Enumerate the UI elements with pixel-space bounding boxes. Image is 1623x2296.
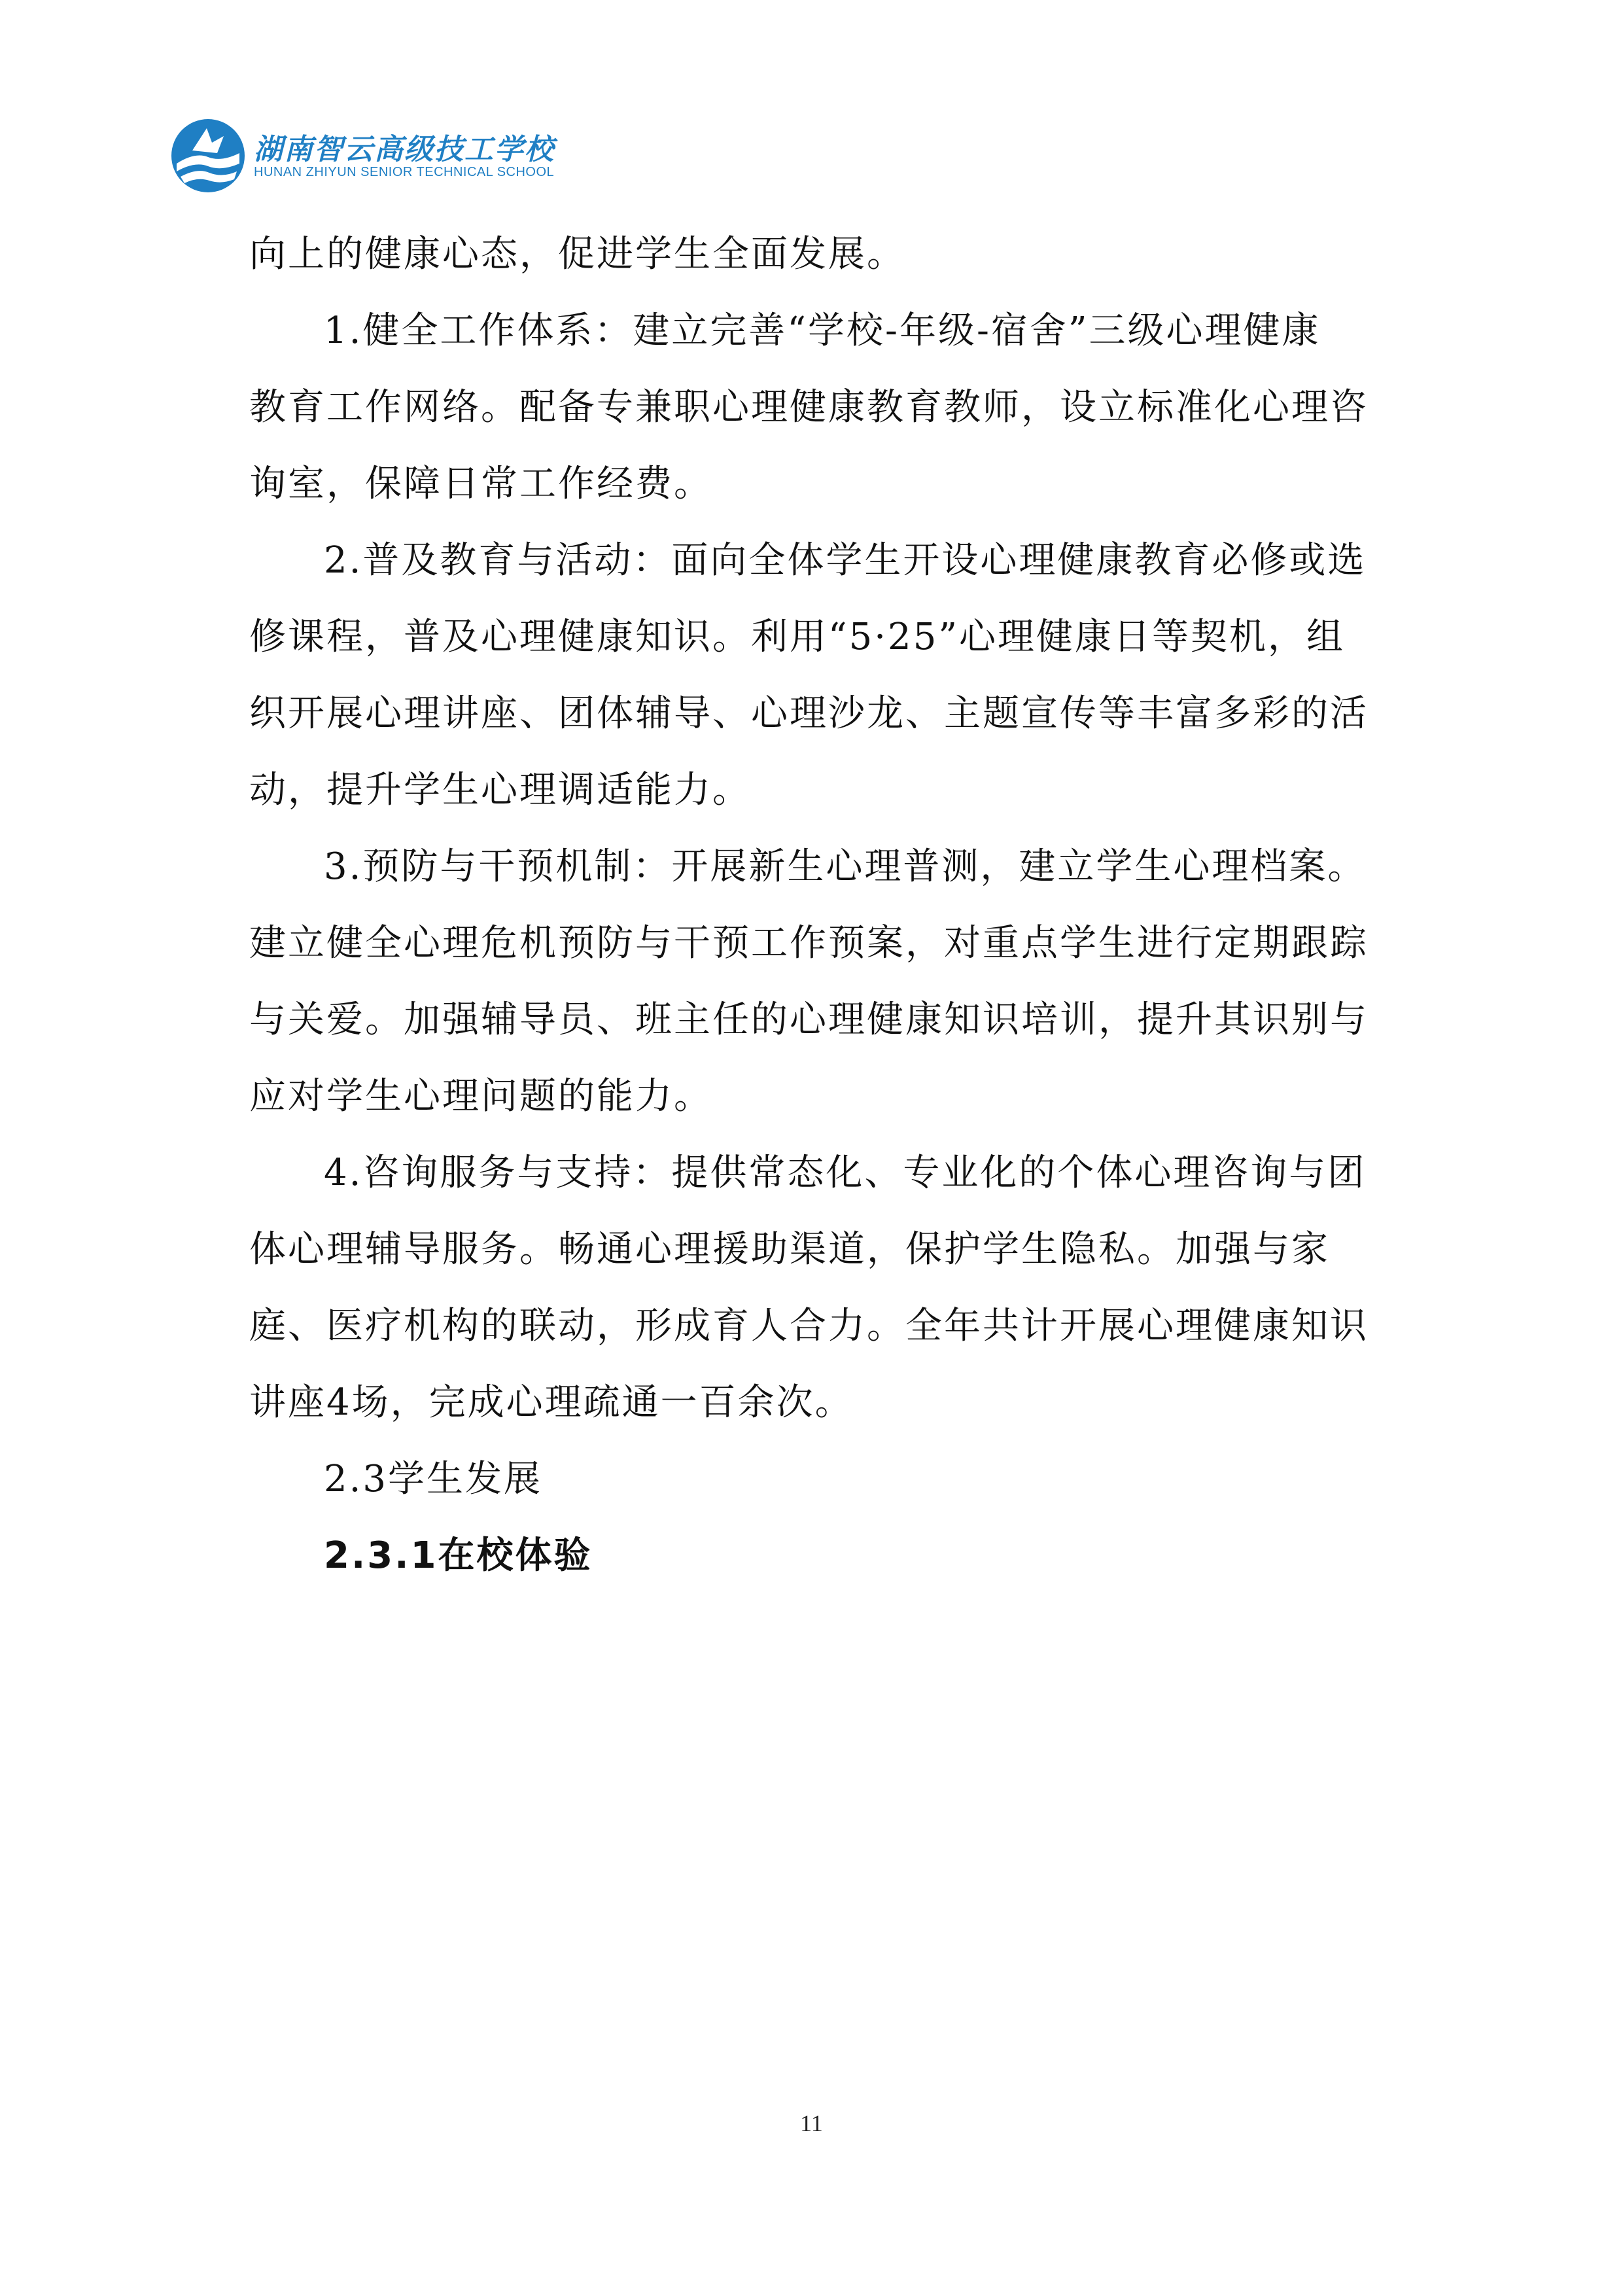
document-header xyxy=(169,116,561,195)
paragraph-line: 询室，保障日常工作经费。 xyxy=(249,463,712,505)
paragraph-line: 讲座4场，完成心理疏通一百余次。 xyxy=(249,1381,854,1424)
document-body xyxy=(249,216,1374,1594)
paragraph-line: 动，提升学生心理调适能力。 xyxy=(249,769,751,811)
paragraph-line: 织开展心理讲座、团体辅导、心理沙龙、主题宣传等丰富多彩的活 xyxy=(249,692,1369,735)
paragraph-line: 体心理辅导服务。畅通心理援助渠道，保护学生隐私。加强与家 xyxy=(249,1228,1330,1271)
subsection-heading: 2.3.1在校体验 xyxy=(324,1534,593,1577)
school-name-chinese: 湖南智云高级技工学校 xyxy=(254,133,555,166)
paragraph-line: 4.咨询服务与支持：提供常态化、专业化的个体心理咨询与团 xyxy=(324,1152,1367,1194)
paragraph-line: 向上的健康心态，促进学生全面发展。 xyxy=(249,233,905,275)
paragraph-line: 庭、医疗机构的联动，形成育人合力。全年共计开展心理健康知识 xyxy=(249,1305,1369,1347)
paragraph-line: 修课程，普及心理健康知识。利用“5·25”心理健康日等契机，组 xyxy=(249,616,1345,658)
school-logo-icon xyxy=(169,116,247,195)
paragraph-line: 2.普及教育与活动：面向全体学生开设心理健康教育必修或选 xyxy=(324,539,1367,582)
school-name-english: HUNAN ZHIYUN SENIOR TECHNICAL SCHOOL xyxy=(254,165,555,179)
paragraph-line: 教育工作网络。配备专兼职心理健康教育教师，设立标准化心理咨 xyxy=(249,386,1369,429)
paragraph-line: 建立健全心理危机预防与干预工作预案，对重点学生进行定期跟踪 xyxy=(249,922,1369,964)
section-heading: 2.3学生发展 xyxy=(324,1458,543,1500)
paragraph-line: 3.预防与干预机制：开展新生心理普测，建立学生心理档案。 xyxy=(324,845,1367,888)
page-number: 11 xyxy=(800,2110,823,2136)
paragraph-line: 与关爱。加强辅导员、班主任的心理健康知识培训，提升其识别与 xyxy=(249,998,1369,1041)
paragraph-line: 应对学生心理问题的能力。 xyxy=(249,1075,712,1118)
paragraph-line: 1.健全工作体系：建立完善“学校-年级-宿舍”三级心理健康 xyxy=(324,309,1321,352)
